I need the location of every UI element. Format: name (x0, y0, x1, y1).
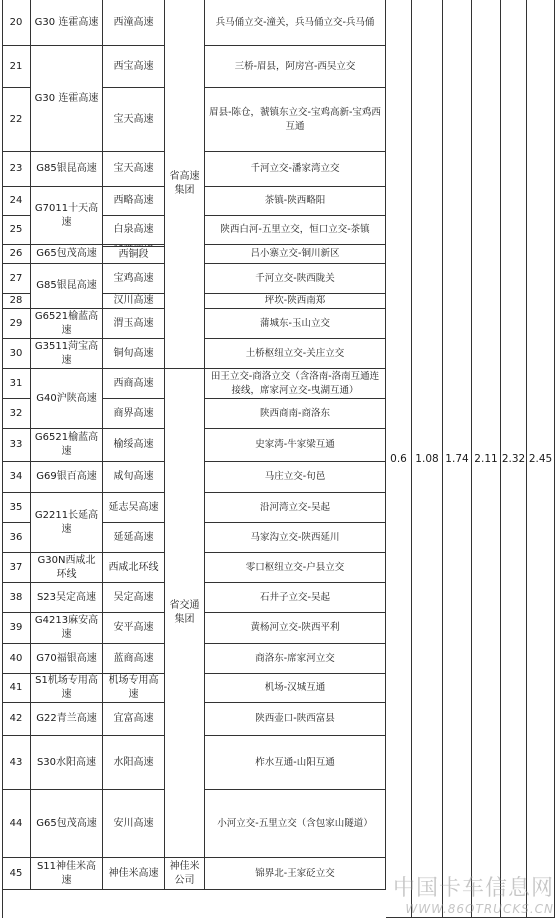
highway-name: S23吴定高速 (31, 583, 103, 613)
row-number: 45 (2, 858, 31, 890)
section-name: 汉川高速 (103, 294, 165, 309)
row-number: 20 (2, 0, 31, 46)
rate-value: 2.11 (472, 0, 501, 918)
row-number: 41 (2, 674, 31, 703)
section-name: 宝天高速 (103, 152, 165, 187)
highway-name: G85银昆高速 (31, 264, 103, 309)
row-number: 24 (2, 187, 31, 216)
rate-value: 1.74 (443, 0, 472, 918)
row-number: 23 (2, 152, 31, 187)
highway-name: G7011十天高速 (31, 187, 103, 245)
route-segment: 田王立交-商洛立交（含洛南-洛南互通连接线，席家河立交-曳湖互通） (205, 369, 386, 399)
section-name: 西铜段 (103, 247, 165, 264)
highway-name: G69银百高速 (31, 462, 103, 493)
section-name: 榆绥高速 (103, 429, 165, 462)
route-segment: 土桥枢纽立交-关庄立交 (205, 339, 386, 369)
row-number: 33 (2, 429, 31, 462)
section-name: 神佳米高速 (103, 858, 165, 890)
section-name: 机场专用高速 (103, 674, 165, 703)
highway-name: G2211长延高速 (31, 493, 103, 553)
row-number: 25 (2, 216, 31, 245)
highway-name: G40沪陕高速 (31, 369, 103, 429)
row-number: 26 (2, 245, 31, 264)
section-name: 延志吴高速 (103, 493, 165, 523)
section-name: 铜旬高速 (103, 339, 165, 369)
section-name: 安平高速 (103, 613, 165, 644)
highway-name: G65包茂高速 (31, 790, 103, 858)
section-name: 西咸北环线 (103, 553, 165, 583)
rate-value: 2.45 (527, 0, 555, 918)
operator-name: 神佳米公司 (165, 858, 205, 890)
highway-name: G85银昆高速 (31, 152, 103, 187)
row-number: 32 (2, 399, 31, 429)
route-segment: 兵马俑立交-潼关，兵马俑立交-兵马俑 (205, 0, 386, 46)
section-name: 吴定高速 (103, 583, 165, 613)
route-segment: 陕西白河-五里立交，恒口立交-茶镇 (205, 216, 386, 245)
route-segment: 沿河湾立交-吴起 (205, 493, 386, 523)
row-number: 27 (2, 264, 31, 294)
route-segment: 蒲城东-玉山立交 (205, 309, 386, 339)
route-segment: 史家湾-牛家梁互通 (205, 429, 386, 462)
section-name: 商界高速 (103, 399, 165, 429)
section-name: 西略高速 (103, 187, 165, 216)
route-segment: 千河立交-陕西陇关 (205, 264, 386, 294)
route-segment: 机场-汉城互通 (205, 674, 386, 703)
row-number: 22 (2, 88, 31, 152)
route-segment: 眉县-陈仓，虢镇东立交-宝鸡高新-宝鸡西互通 (205, 88, 386, 152)
highway-name: G4213麻安高速 (31, 613, 103, 644)
section-name: 咸旬高速 (103, 462, 165, 493)
section-name: 西宝高速 (103, 46, 165, 88)
row-number: 39 (2, 613, 31, 644)
highway-name: S30水阳高速 (31, 736, 103, 790)
section-name: 渭玉高速 (103, 309, 165, 339)
section-name: 西商高速 (103, 369, 165, 399)
highway-name: G30N西咸北环线 (31, 553, 103, 583)
watermark-url: WWW.86OTRUCKS.CN (405, 902, 554, 916)
route-segment: 商洛东-席家河立交 (205, 644, 386, 674)
row-number: 29 (2, 309, 31, 339)
highway-name: G22青兰高速 (31, 703, 103, 736)
section-name: 宝鸡高速 (103, 264, 165, 294)
highway-name: G70福银高速 (31, 644, 103, 674)
highway-name: S1机场专用高速 (31, 674, 103, 703)
row-number: 38 (2, 583, 31, 613)
row-number: 21 (2, 46, 31, 88)
route-segment: 锦界北-王家砭立交 (205, 858, 386, 890)
row-number: 37 (2, 553, 31, 583)
section-name: 白泉高速 (103, 216, 165, 245)
route-segment: 陕西壶口-陕西富县 (205, 703, 386, 736)
row-number: 30 (2, 339, 31, 369)
route-segment: 柞水互通-山阳互通 (205, 736, 386, 790)
route-segment: 千河立交-潘家湾立交 (205, 152, 386, 187)
row-number: 34 (2, 462, 31, 493)
section-name: 延延高速 (103, 523, 165, 553)
section-name: 水阳高速 (103, 736, 165, 790)
route-segment: 马家沟立交-陕西延川 (205, 523, 386, 553)
row-number: 44 (2, 790, 31, 858)
toll-table (2, 0, 555, 918)
section-name: 蓝商高速 (103, 644, 165, 674)
section-name: 安川高速 (103, 790, 165, 858)
row-number: 43 (2, 736, 31, 790)
route-segment: 陕西商南-商洛东 (205, 399, 386, 429)
highway-name: S11神佳米高速 (31, 858, 103, 890)
route-segment: 坪坎-陕西南郑 (205, 294, 386, 309)
route-segment: 石井子立交-吴起 (205, 583, 386, 613)
highway-name: G30 连霍高速 (31, 0, 103, 46)
highway-name: G30 连霍高速 (31, 46, 103, 152)
row-number: 42 (2, 703, 31, 736)
row-number: 31 (2, 369, 31, 399)
row-number: 35 (2, 493, 31, 523)
section-name: 宝天高速 (103, 88, 165, 152)
route-segment: 黄杨河立交-陕西平利 (205, 613, 386, 644)
route-segment: 茶镇-陕西略阳 (205, 187, 386, 216)
highway-name: G6521榆蓝高速 (31, 429, 103, 462)
rate-value: 2.32 (501, 0, 527, 918)
highway-name: G3511菏宝高速 (31, 339, 103, 369)
route-segment: 零口枢纽立交-户县立交 (205, 553, 386, 583)
rate-value: 0.6 (386, 0, 412, 918)
operator-name: 省高速集团 (165, 0, 205, 369)
operator-name: 省交通集团 (165, 369, 205, 858)
section-name: 西潼高速 (103, 0, 165, 46)
row-number: 36 (2, 523, 31, 553)
highway-name: G65包茂高速 (31, 245, 103, 264)
route-segment: 小河立交-五里立交（含包家山隧道） (205, 790, 386, 858)
route-segment: 三桥-眉县，阿房宫-西吴立交 (205, 46, 386, 88)
route-segment: 马庄立交-旬邑 (205, 462, 386, 493)
row-number: 28 (2, 294, 31, 309)
section-name: 宜富高速 (103, 703, 165, 736)
watermark-site-name: 中国卡车信息网 (392, 876, 554, 901)
highway-name: G6521榆蓝高速 (31, 309, 103, 339)
rate-value: 1.08 (412, 0, 443, 918)
route-segment: 吕小寨立交-铜川新区 (205, 245, 386, 264)
row-number: 40 (2, 644, 31, 674)
